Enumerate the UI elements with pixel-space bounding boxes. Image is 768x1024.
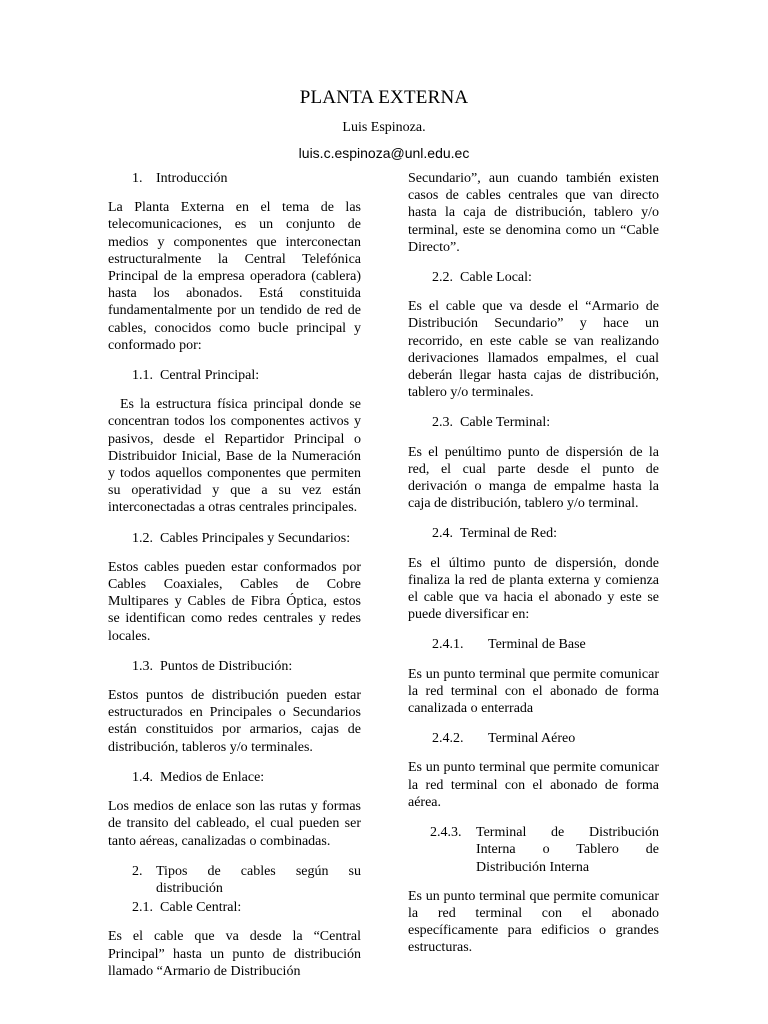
paragraph-medios-enlace: Los medios de enlace son las rutas y formas de transito del cableado, el cual pueden ser tanto aéreas, canalizadas o combinadas. xyxy=(108,799,361,849)
section-heading-2-3 xyxy=(408,414,659,431)
section-number: 2.4.3. xyxy=(430,825,462,841)
section-title: Cables Principales y Secundarios: xyxy=(160,530,351,546)
section-title: Cable Terminal: xyxy=(460,415,551,431)
paragraph-terminal-distribucion-interna: Es un punto terminal que permite comunicar la red terminal con el abonado específicamente para edificios o grandes estructuras. xyxy=(408,888,659,956)
section-number: 2. xyxy=(132,863,143,879)
section-heading-2-4-1 xyxy=(408,636,659,653)
section-heading-1-1 xyxy=(108,367,361,384)
paragraph-terminal-aereo: Es un punto terminal que permite comunicar la red terminal con el abonado de forma aérea. xyxy=(408,760,659,810)
section-number: 1.4. xyxy=(132,769,153,785)
paragraph-cable-terminal: Es el penúltimo punto de dispersión de la red, el cual parte desde el punto de derivación o manga de empalme hasta la caja de distribución, tablero y/o terminal. xyxy=(408,444,659,512)
section-number: 2.1. xyxy=(132,900,153,916)
section-heading-2-1 xyxy=(108,899,361,916)
section-heading-1-4 xyxy=(108,769,361,786)
section-number: 1.1. xyxy=(132,368,153,384)
paragraph-cable-local: Es el cable que va desde el “Armario de Distribución Secundario” y hace un recorrido, en este cable se van realizando derivaciones llamados empalmes, el cual deberán llegar hasta cajas de distribución, tablero y/o terminales. xyxy=(408,299,659,401)
author-email: luis.c.espinoza@unl.edu.ec xyxy=(298,145,470,161)
section-number: 1. xyxy=(132,171,143,186)
paragraph-terminal-base: Es un punto terminal que permite comunicar la red terminal con el abonado de forma canalizada o enterrada xyxy=(408,666,659,717)
section-number: 2.4.2. xyxy=(432,731,464,747)
section-heading-1-3 xyxy=(108,658,361,675)
section-title: Terminal de Base xyxy=(488,637,586,653)
section-number: 1.3. xyxy=(132,658,153,674)
section-title: Terminal de Red: xyxy=(460,526,557,542)
section-heading-2 xyxy=(108,863,361,897)
section-title: Cable Local: xyxy=(460,270,532,286)
section-heading-2-2 xyxy=(408,269,659,286)
paragraph-cable-central: Es el cable que va desde la “Central Principal” hasta un punto de distribución llamado “Armario de Distribución xyxy=(108,929,361,979)
section-heading-1-2 xyxy=(108,530,361,547)
section-heading-2-4-3 xyxy=(408,824,659,876)
section-heading-1 xyxy=(108,170,361,187)
section-heading-2-4-2 xyxy=(408,730,659,747)
section-number: 1.2. xyxy=(132,530,153,546)
paragraph-cables-principales: Estos cables pueden estar conformados por Cables Coaxiales, Cables de Cobre Multipares y Cables de Fibra Óptica, estos se identifican como redes centrales y redes locales. xyxy=(108,559,361,644)
paragraph-central-principal: Es la estructura física principal donde se concentran todos los componentes activos y pasivos, desde el Repartidor Principal o Distribuidor Inicial, Base de la Numeración y todos aquellos componentes que permiten su operatividad y que a su vez están interconectadas a otras centrales principales. xyxy=(108,397,361,516)
paragraph-terminal-red: Es el último punto de dispersión, donde finaliza la red de planta externa y comienza el cable que va hacia el abonado y este se puede diversificar en: xyxy=(408,555,659,623)
section-title: Tipos de cables según su distribución xyxy=(156,863,361,896)
author-name: Luis Espinoza. xyxy=(342,120,426,135)
document-title: PLANTA EXTERNA xyxy=(299,87,469,108)
right-column xyxy=(408,170,659,970)
paragraph-introduccion: La Planta Externa en el tema de las telecomunicaciones, es un conjunto de medios y componentes que interconectan estructuralmente la Central Telefónica Principal de la empresa operadora (cablera) hasta los abonados. Está constituida fundamentalmente por un tendido de red de cables, conocidos como bucle principal y conformado por: xyxy=(108,200,361,353)
paragraph-cable-central-cont: Secundario”, aun cuando también existen casos de cables centrales que van directo hasta la caja de distribución, tablero y/o terminal, este se denomina como un “Cable Directo”. xyxy=(408,171,659,255)
section-title: Terminal de Distribución Interna o Tablero de Distribución Interna xyxy=(476,825,659,875)
section-heading-2-4 xyxy=(408,525,659,542)
section-number: 2.4. xyxy=(432,526,453,542)
section-title: Puntos de Distribución: xyxy=(160,658,293,674)
section-title: Medios de Enlace: xyxy=(160,769,265,785)
section-number: 2.4.1. xyxy=(432,637,464,653)
section-number: 2.2. xyxy=(432,270,453,286)
left-column xyxy=(108,170,361,993)
section-title: Central Principal: xyxy=(160,368,260,384)
section-number: 2.3. xyxy=(432,415,453,431)
section-title: Cable Central: xyxy=(160,900,242,916)
paragraph-puntos-distribucion: Estos puntos de distribución pueden estar estructurados en Principales o Secundarios están constituidos por armarios, cajas de distribución, tableros y/o terminales. xyxy=(108,688,361,755)
section-title: Introducción xyxy=(156,171,228,186)
section-title: Terminal Aéreo xyxy=(488,731,576,747)
